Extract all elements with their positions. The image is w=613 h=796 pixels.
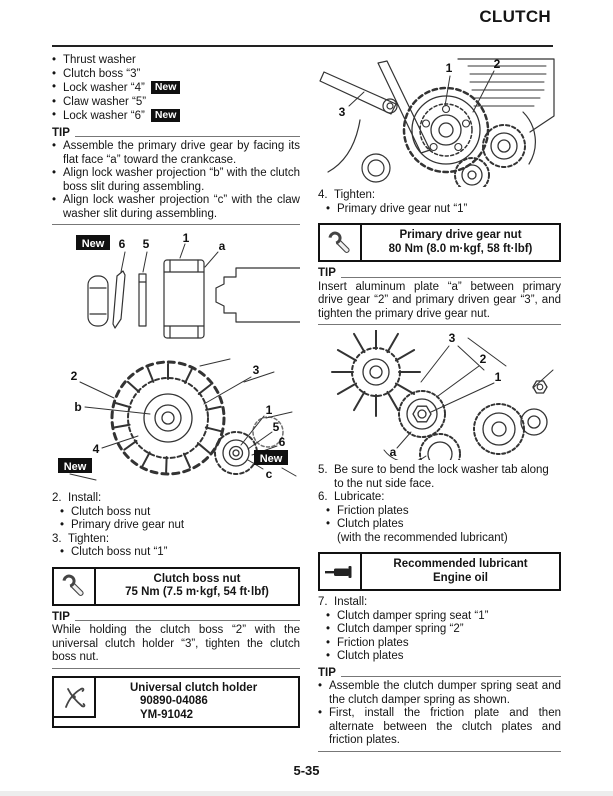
tip-item: • First, install the friction plate and then alternate between the clutch plates and friction plates.	[318, 707, 561, 748]
parts-list	[52, 54, 300, 124]
tip-section-assembly	[52, 127, 300, 226]
list-item	[52, 96, 300, 110]
tip-section-plates	[318, 667, 561, 752]
step-bullet: • Friction plates	[318, 637, 561, 651]
part-label: • Thrust washer	[63, 54, 136, 66]
new-badge-label: New	[63, 461, 87, 473]
fig-label-1: 1	[445, 61, 453, 75]
parts-diagram	[52, 230, 300, 352]
tip-section-plate	[318, 267, 561, 325]
part-label: Lock washer “4”	[63, 82, 145, 94]
spec-name: Primary drive gear nut	[399, 229, 522, 241]
tip-end-rule	[318, 751, 561, 752]
step-item: 4. Tighten:	[318, 189, 376, 201]
step-item: 6. Lubricate:	[318, 491, 385, 503]
step-bullet: • Friction plates	[318, 505, 561, 519]
list-item	[52, 109, 300, 124]
fig-label-3: 3	[252, 363, 260, 377]
bottom-strip	[0, 791, 613, 796]
new-badge-label: New	[259, 453, 283, 465]
tip-rule	[341, 676, 561, 677]
tip-end-rule	[52, 668, 300, 669]
fig-label-4: 4	[92, 442, 100, 456]
special-tool-box	[52, 676, 300, 729]
step-bullet: • Primary drive gear nut	[52, 519, 300, 533]
spec-value: 80 Nm (8.0 m·kgf, 58 ft·lbf)	[388, 242, 533, 255]
tip-item: • Assemble the primary drive gear by facing its flat face “a” toward the crankcase.	[52, 140, 300, 167]
fig-label-a: a	[218, 239, 226, 253]
clutch-holder-tool-icon	[61, 684, 87, 710]
header-rule	[52, 45, 553, 47]
fig-label-a: a	[389, 445, 397, 459]
right-column	[318, 54, 561, 757]
spec-name: Clutch boss nut	[153, 572, 241, 585]
part-label: • Claw washer “5”	[63, 95, 147, 108]
fig-label-6: 6	[278, 435, 286, 449]
page-title: CLUTCH	[479, 7, 551, 26]
tip-item: • Align lock washer projection “c” with the claw washer slit during assembling.	[52, 194, 300, 221]
fig-label-b: b	[74, 400, 82, 414]
torque-spec-box	[52, 567, 300, 606]
step-bullet: • Clutch boss nut “1”	[52, 546, 300, 560]
tip-item: • Align lock washer projection “b” with the clutch boss slit during assembling.	[52, 167, 300, 194]
tip-label: TIP	[52, 126, 70, 139]
spec-value: 75 Nm (7.5 m·kgf, 54 ft·lbf)	[125, 586, 269, 598]
fig-label-5: 5	[272, 420, 280, 434]
fig-label-2: 2	[70, 369, 78, 383]
fig-label-1: 1	[494, 370, 502, 384]
tip-label: TIP	[52, 610, 70, 623]
page-number: 5-35	[293, 763, 320, 778]
step-item: 7. Install:	[318, 596, 368, 608]
fig-label-6: 6	[118, 237, 126, 251]
fig-label-2: 2	[479, 352, 487, 366]
tip-item: • Assemble the clutch dumper spring seat and the clutch damper spring as shown.	[318, 680, 561, 707]
step-bullet: • Clutch plates	[318, 650, 561, 664]
figure-clutch-holder-tool	[318, 54, 561, 187]
oil-can-icon	[325, 562, 355, 582]
tool-name: Universal clutch holder	[130, 681, 258, 694]
tip-end-rule	[52, 224, 300, 225]
step-bullet: • Clutch damper spring seat “1”	[318, 610, 561, 624]
fig-label-3: 3	[338, 105, 346, 119]
part-label: • Clutch boss “3”	[63, 67, 141, 80]
install-steps-7	[318, 596, 561, 664]
torque-spec-box	[318, 223, 561, 262]
clutch-boss-diagram	[52, 356, 300, 486]
figure-primary-gear-install	[318, 330, 561, 460]
torque-wrench-icon	[326, 229, 354, 257]
list-item	[52, 81, 300, 96]
primary-gear-diagram	[318, 330, 561, 460]
spec-name: Recommended lubricant	[393, 558, 528, 570]
step-bullet: • Clutch plates	[318, 518, 561, 532]
tip-rule	[75, 620, 300, 621]
tip-label: TIP	[318, 267, 336, 279]
step-bullet: • Clutch damper spring “2”	[318, 623, 561, 637]
step-item: 3. Tighten:	[52, 532, 110, 545]
tighten-steps	[318, 189, 561, 216]
tool-code: YM-91042	[140, 708, 194, 721]
list-item	[52, 68, 300, 82]
torque-wrench-icon	[60, 572, 88, 600]
new-badge: New	[151, 81, 181, 94]
figure-clutch-boss-assembly	[52, 356, 300, 486]
step-item: 2. Install:	[52, 492, 102, 504]
step-bullet: • Primary drive gear nut “1”	[318, 203, 561, 217]
step-item: 5. Be sure to bend the lock washer tab along to the nut side face.	[318, 464, 549, 490]
tip-text: While holding the clutch boss “2” with the universal clutch holder “3”, tighten the clutch boss nut.	[52, 624, 300, 663]
new-badge: New	[151, 109, 181, 122]
tip-text: Insert aluminum plate “a” between primary drive gear “2” and primary driven gear “3”, and tighten the primary drive gear nut.	[318, 280, 561, 320]
fig-label-c: c	[265, 467, 273, 481]
fig-label-1: 1	[265, 403, 273, 417]
fig-label-5: 5	[142, 237, 150, 251]
tip-end-rule	[318, 324, 561, 325]
lubricant-box	[318, 552, 561, 591]
tool-code: 90890-04086	[140, 695, 208, 707]
figure-primary-gear-parts	[52, 230, 300, 352]
step-bullet: • Clutch boss nut	[52, 506, 300, 520]
finish-steps	[318, 464, 561, 545]
install-steps	[52, 492, 300, 560]
engine-diagram	[318, 54, 561, 187]
fig-label-2: 2	[493, 57, 501, 71]
fig-label-3: 3	[448, 331, 456, 345]
step-note: (with the recommended lubricant)	[337, 531, 508, 544]
spec-value: Engine oil	[433, 571, 488, 584]
tip-rule	[341, 277, 561, 278]
list-item	[52, 54, 300, 68]
left-column	[52, 54, 300, 733]
fig-label-1: 1	[182, 231, 190, 245]
tip-rule	[75, 136, 300, 137]
tip-section-holding	[52, 611, 300, 669]
new-badge-label: New	[81, 238, 105, 250]
part-label: Lock washer “6”	[63, 110, 145, 122]
tip-label: TIP	[318, 666, 336, 679]
